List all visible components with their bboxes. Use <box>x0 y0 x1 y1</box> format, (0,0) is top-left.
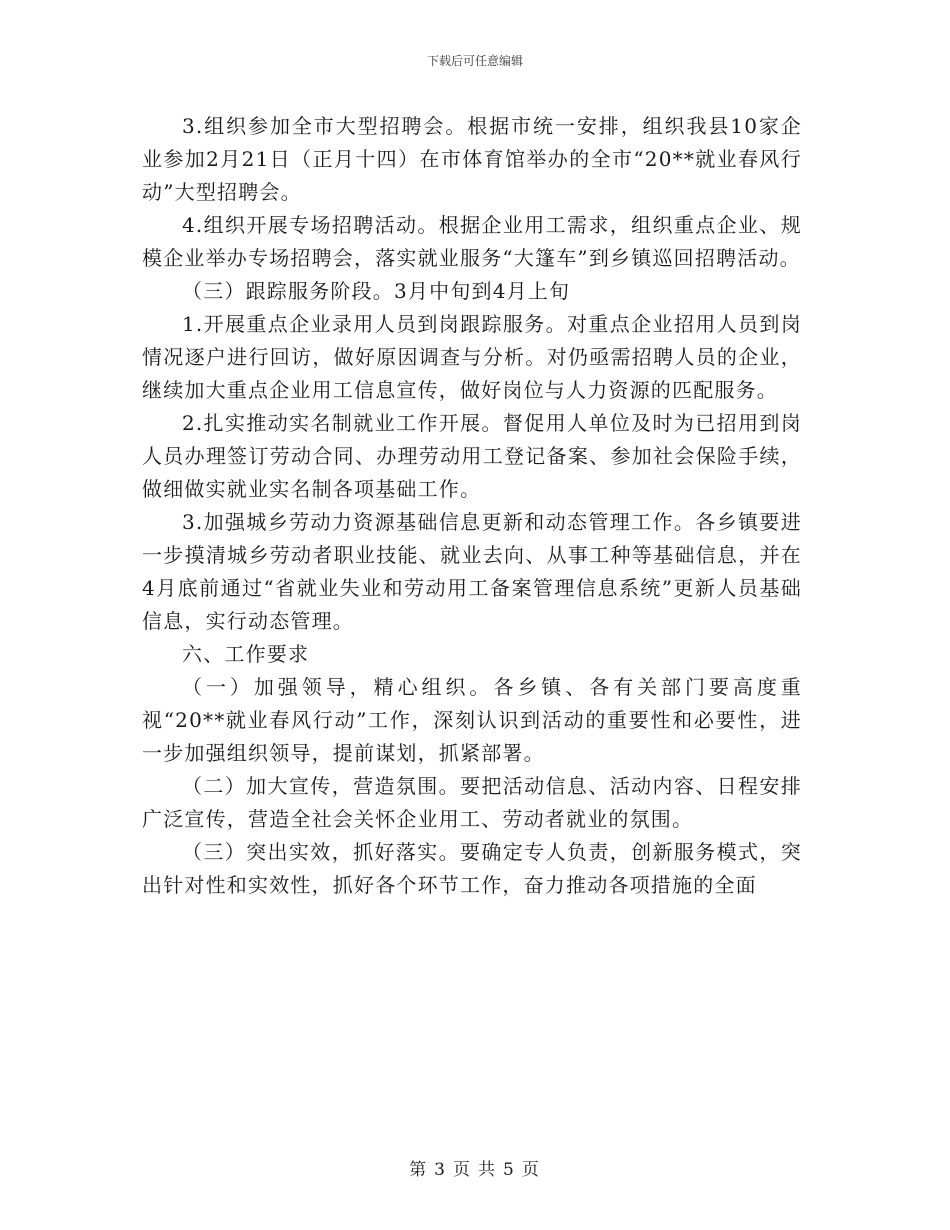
footer-suffix: 页 <box>521 1160 541 1180</box>
footer-prefix: 第 <box>409 1160 429 1180</box>
paragraph-labor-info-management: 3.加强城乡劳动力资源基础信息更新和动态管理工作。各乡镇要进一步摸清城乡劳动者职业技能、就业去向、从事工种等基础信息，并在4月底前通过“省就业失业和劳动用工备案管理信息系统”更新人员基础信息，实行动态管理。 <box>142 510 802 633</box>
footer-total-label: 共 <box>478 1160 497 1180</box>
section-heading-tracking-service: （三）跟踪服务阶段。3月中旬到4月上旬 <box>182 279 571 303</box>
paragraph-real-name-employment: 2.扎实推动实名制就业工作开展。督促用人单位及时为已招用到岗人员办理签订劳动合同、办理劳动用工登记备案、参加社会保险手续，做细做实就业实名制各项基础工作。 <box>142 411 802 501</box>
footer-page-label: 页 <box>453 1160 472 1180</box>
paragraph-onboarding-tracking: 1.开展重点企业录用人员到岗跟踪服务。对重点企业招用人员到岗情况逐户进行回访，做好原因调查与分析。对仍亟需招聘人员的企业，继续加大重点企业用工信息宣传，做好岗位与人力资源的匹配服务。 <box>142 312 802 402</box>
section-heading-work-requirements: 六、工作要求 <box>182 642 310 666</box>
footer-total-pages: 5 <box>503 1160 516 1180</box>
document-body <box>142 110 802 902</box>
paragraph-implementation: （三）突出实效，抓好落实。要确定专人负责，创新服务模式，突出针对性和实效性，抓好各个环节工作，奋力推动各项措施的全面 <box>142 840 802 897</box>
page-header: 下载后可任意编辑 <box>426 54 523 68</box>
paragraph-leadership: （一）加强领导，精心组织。各乡镇、各有关部门要高度重视“20**就业春风行动”工作，深刻认识到活动的重要性和必要性，进一步加强组织领导，提前谋划，抓紧部署。 <box>142 675 802 765</box>
paragraph-special-recruitment: 4.组织开展专场招聘活动。根据企业用工需求，组织重点企业、规模企业举办专场招聘会，落实就业服务“大篷车”到乡镇巡回招聘活动。 <box>142 213 802 270</box>
page-footer <box>0 1155 950 1180</box>
paragraph-publicity: （二）加大宣传，营造氛围。要把活动信息、活动内容、日程安排广泛宣传，营造全社会关怀企业用工、劳动者就业的氛围。 <box>142 774 802 831</box>
paragraph-recruitment-fair: 3.组织参加全市大型招聘会。根据市统一安排，组织我县10家企业参加2月21日（正月十四）在市体育馆举办的全市“20**就业春风行动”大型招聘会。 <box>142 114 802 204</box>
footer-page-number: 3 <box>434 1160 447 1180</box>
